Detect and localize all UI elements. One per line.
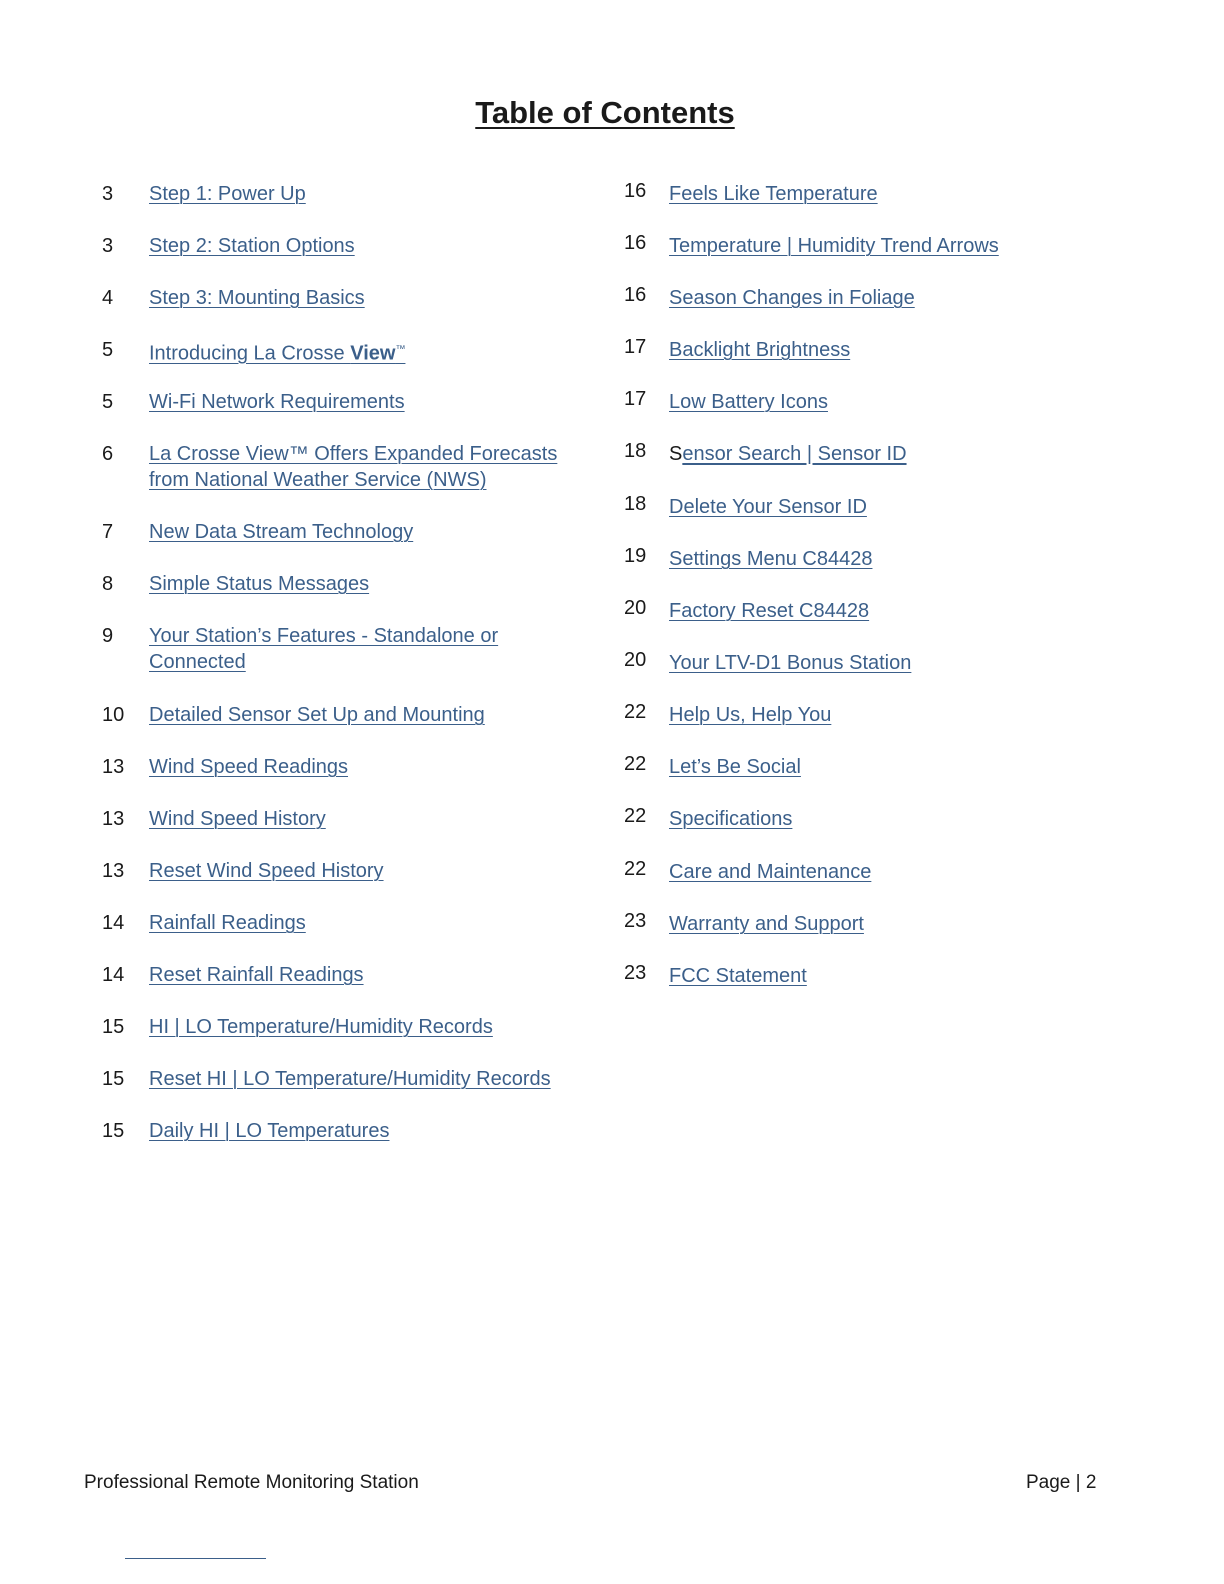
toc-page-number: 23 (624, 962, 647, 984)
toc-page-number: 3 (102, 183, 114, 205)
toc-page-number: 20 (624, 597, 647, 619)
toc-link[interactable]: Reset Rainfall Readings (149, 964, 364, 986)
toc-link[interactable]: Detailed Sensor Set Up and Mounting (149, 704, 485, 726)
toc-page-number: 5 (102, 391, 114, 413)
toc-link[interactable]: Specifications (669, 808, 793, 830)
footer-document-title: Professional Remote Monitoring Station (84, 1472, 419, 1493)
trademark-mark: ™ (395, 344, 406, 355)
toc-page-number: 22 (624, 805, 647, 827)
toc-link-text: Introducing La Crosse (149, 342, 351, 365)
toc-page-number: 5 (102, 339, 114, 361)
toc-page-number: 22 (624, 753, 647, 775)
toc-page-number: 20 (624, 649, 647, 671)
toc-page-number: 18 (624, 493, 647, 515)
toc-link[interactable]: La Crosse View™ Offers Expanded Forecasts (149, 443, 558, 465)
toc-link[interactable]: from National Weather Service (NWS) (149, 469, 487, 491)
toc-link[interactable]: Season Changes in Foliage (669, 287, 915, 309)
toc-page-number: 17 (624, 336, 647, 358)
toc-link[interactable]: Simple Status Messages (149, 573, 370, 595)
toc-page-number: 16 (624, 284, 647, 306)
toc-page-number: 22 (624, 858, 647, 880)
page-title: Table of Contents (475, 95, 735, 130)
toc-link[interactable]: Low Battery Icons (669, 391, 828, 413)
toc-page-number: 14 (102, 964, 125, 986)
toc-page-number: 15 (102, 1016, 125, 1038)
toc-link[interactable]: FCC Statement (669, 965, 807, 987)
toc-page-number: 8 (102, 573, 114, 595)
toc-link[interactable]: New Data Stream Technology (149, 521, 414, 543)
toc-page-number: 17 (624, 388, 647, 410)
toc-link[interactable]: Reset Wind Speed History (149, 860, 384, 882)
toc-page-number: 3 (102, 235, 114, 257)
toc-link[interactable]: Connected (149, 651, 246, 673)
toc-page-number: 14 (102, 912, 125, 934)
toc-link[interactable]: Daily HI | LO Temperatures (149, 1120, 390, 1142)
toc-page-number: 23 (624, 910, 647, 932)
toc-link[interactable]: Reset HI | LO Temperature/Humidity Records (149, 1068, 551, 1090)
toc-page-number: 9 (102, 625, 114, 647)
toc-page-number: 6 (102, 443, 114, 465)
toc-page-number: 15 (102, 1068, 125, 1090)
toc-link[interactable]: Warranty and Support (669, 913, 864, 935)
toc-page-number: 13 (102, 756, 125, 778)
toc-link[interactable]: Step 2: Station Options (149, 235, 355, 257)
toc-page-number: 16 (624, 232, 647, 254)
toc-link[interactable]: Care and Maintenance (669, 861, 872, 883)
toc-link[interactable]: Your LTV-D1 Bonus Station (669, 652, 912, 674)
toc-page-number: 16 (624, 180, 647, 202)
toc-link-bold: View (350, 342, 396, 365)
toc-link[interactable]: Delete Your Sensor ID (669, 496, 867, 518)
toc-link[interactable] (669, 441, 907, 467)
toc-page-number: 22 (624, 701, 647, 723)
toc-link[interactable]: Help Us, Help You (669, 704, 832, 726)
toc-link[interactable]: Backlight Brightness (669, 339, 851, 361)
toc-link[interactable]: Feels Like Temperature (669, 183, 878, 205)
toc-link[interactable]: Settings Menu C84428 (669, 548, 873, 570)
toc-link[interactable]: Wi-Fi Network Requirements (149, 391, 405, 413)
toc-link[interactable]: Your Station’s Features - Standalone or (149, 625, 499, 647)
toc-link[interactable]: Let’s Be Social (669, 756, 801, 778)
footer-page-number: Page | 2 (1026, 1472, 1097, 1493)
toc-page-number: 19 (624, 545, 647, 567)
toc-link[interactable]: Step 3: Mounting Basics (149, 287, 365, 309)
toc-link[interactable]: Rainfall Readings (149, 912, 306, 934)
toc-page-number: 10 (102, 704, 125, 726)
toc-page-number: 13 (102, 808, 125, 830)
toc-link[interactable]: Wind Speed History (149, 808, 326, 830)
toc-link-plain-letter: S (669, 443, 683, 465)
toc-page-number: 4 (102, 287, 114, 309)
toc-link[interactable]: Step 1: Power Up (149, 183, 306, 205)
toc-page-number: 15 (102, 1120, 125, 1142)
toc-page-number: 7 (102, 521, 114, 543)
toc-link-text: ensor Search | Sensor ID (682, 443, 907, 465)
footer-divider (125, 1558, 266, 1559)
toc-page-number: 18 (624, 440, 647, 462)
toc-link[interactable] (149, 337, 405, 367)
toc-link[interactable]: Temperature | Humidity Trend Arrows (669, 235, 999, 257)
toc-link[interactable]: Wind Speed Readings (149, 756, 349, 778)
toc-link[interactable]: Factory Reset C84428 (669, 600, 870, 622)
toc-page-number: 13 (102, 860, 125, 882)
toc-link[interactable]: HI | LO Temperature/Humidity Records (149, 1016, 493, 1038)
